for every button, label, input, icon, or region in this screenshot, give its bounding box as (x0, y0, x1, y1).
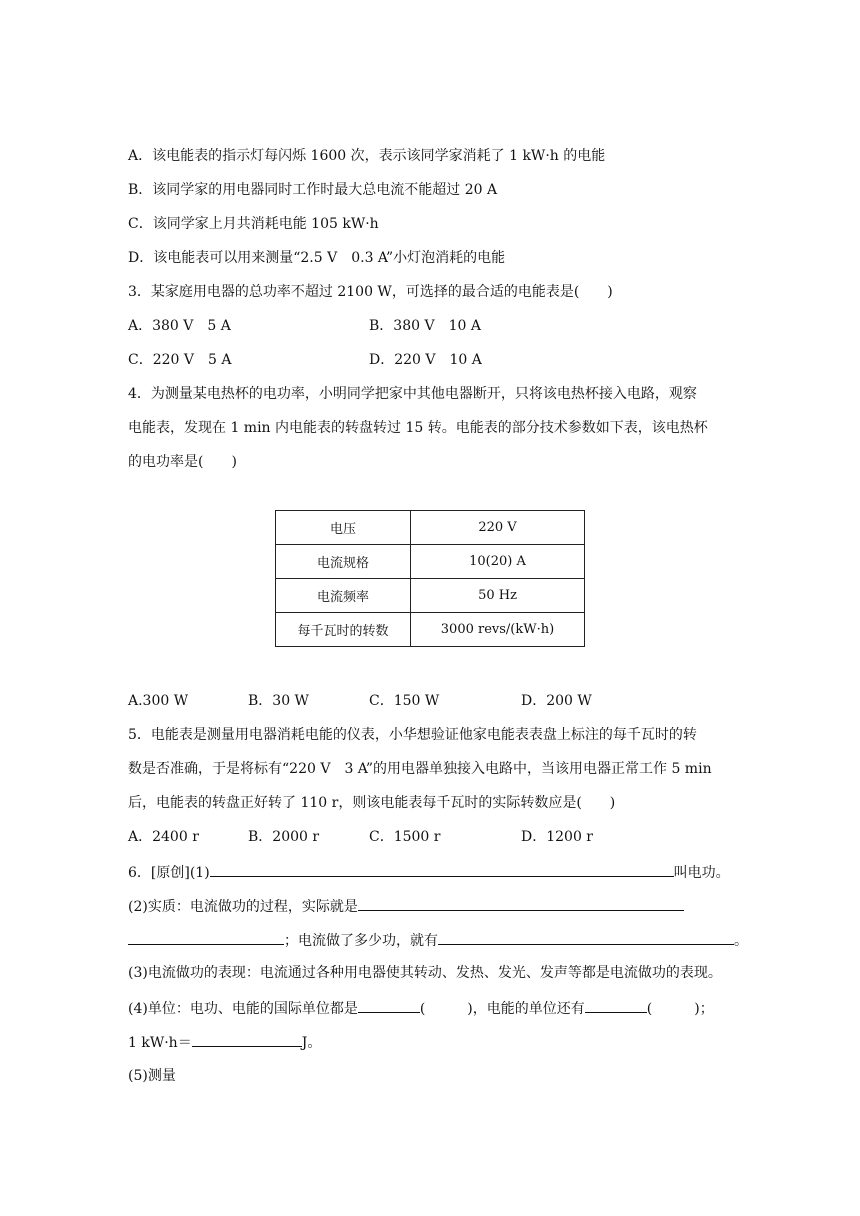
q6-line-5-b: ( )，电能的单位还有 (419, 1001, 585, 1017)
answer-blank-essence[interactable] (358, 896, 684, 911)
q4-stem-line-2: 电能表，发现在 1 min 内电能表的转盘转过 15 转。电能表的部分技术参数如下表，该电热杯 (128, 420, 708, 436)
q3-option-c: C．220 V 5 A (128, 352, 232, 368)
q6-line-5 (128, 998, 714, 1018)
table-row (276, 545, 585, 579)
q2-option-d: D．该电能表可以用来测量“2.5 V 0.3 A”小灯泡消耗的电能 (128, 250, 506, 266)
q6-line-1-suffix: 叫电功。 (673, 865, 730, 881)
param-label: 电流规格 (276, 545, 411, 579)
q3-stem: 3．某家庭用电器的总功率不超过 2100 W，可选择的最合适的电能表是( ) (128, 284, 613, 300)
q6-line-3 (128, 930, 748, 950)
answer-blank-si-unit[interactable] (358, 998, 420, 1013)
q4-stem-line-3: 的电功率是( ) (128, 454, 237, 470)
q5-stem-line-2: 数是否准确，于是将标有“220 V 3 A”的用电器单独接入电路中，当该用电器正常工作 5 min (128, 761, 712, 777)
table-row (276, 613, 585, 647)
q6-line-6 (128, 1032, 321, 1052)
q5-option-d: D．1200 r (521, 829, 593, 845)
q2-option-a: A．该电能表的指示灯每闪烁 1600 次，表示该同学家消耗了 1 kW·h 的电能 (128, 148, 606, 164)
q5-stem-line-3: 后，电能表的转盘正好转了 110 r，则该电能表每千瓦时的实际转数应是( ) (128, 795, 616, 811)
param-value: 50 Hz (411, 579, 585, 613)
answer-blank-energy[interactable] (438, 930, 734, 945)
q6-line-3-mid: ；电流做了多少功，就有 (284, 933, 438, 949)
param-label: 电压 (276, 511, 411, 545)
q3-option-a: A．380 V 5 A (128, 318, 231, 334)
q6-line-1 (128, 862, 730, 882)
q2-option-b: B．该同学家的用电器同时工作时最大总电流不能超过 20 A (128, 182, 498, 198)
q6-line-4: (3)电流做功的表现：电流通过各种用电器使其转动、发热、发光、发声等都是电流做功的表现。 (128, 965, 722, 981)
q6-line-5-c: ( )； (646, 1001, 714, 1017)
q5-option-c: C．1500 r (369, 829, 441, 845)
q6-line-2-prefix: (2)实质：电流做功的过程，实际就是 (128, 899, 358, 915)
param-label: 每千瓦时的转数 (276, 613, 411, 647)
q6-line-6-a: 1 kW·h＝ (128, 1035, 192, 1051)
q5-option-a: A．2400 r (128, 829, 199, 845)
param-value: 10(20) A (411, 545, 585, 579)
param-value: 3000 revs/(kW·h) (411, 613, 585, 647)
answer-blank-conversion[interactable] (192, 1032, 302, 1047)
table-row (276, 511, 585, 545)
param-value: 220 V (411, 511, 585, 545)
q3-option-b: B．380 V 10 A (369, 318, 481, 334)
q6-line-2 (128, 896, 684, 916)
q6-line-1-prefix: 6．[原创](1) (128, 865, 210, 881)
q6-line-3-end: 。 (734, 933, 748, 949)
meter-parameters-table (275, 510, 585, 647)
answer-blank-other-unit[interactable] (585, 998, 647, 1013)
answer-blank-definition[interactable] (210, 862, 674, 877)
q6-line-5-a: (4)单位：电功、电能的国际单位都是 (128, 1001, 358, 1017)
q4-option-a: A.300 W (128, 693, 189, 709)
q3-option-d: D．220 V 10 A (369, 352, 482, 368)
q6-line-6-b: J。 (301, 1035, 322, 1051)
table-row (276, 579, 585, 613)
q4-option-b: B．30 W (248, 693, 309, 709)
param-label: 电流频率 (276, 579, 411, 613)
q4-option-c: C．150 W (369, 693, 440, 709)
q5-stem-line-1: 5．电能表是测量用电器消耗电能的仪表，小华想验证他家电能表表盘上标注的每千瓦时的转 (128, 727, 697, 743)
q2-option-c: C．该同学家上月共消耗电能 105 kW·h (128, 216, 379, 232)
q5-option-b: B．2000 r (248, 829, 320, 845)
q4-stem-line-1: 4．为测量某电热杯的电功率，小明同学把家中其他电器断开，只将该电热杯接入电路，观察 (128, 386, 697, 402)
q6-line-7: (5)测量 (128, 1068, 176, 1084)
answer-blank-essence-cont[interactable] (128, 930, 284, 945)
q4-option-d: D．200 W (521, 693, 592, 709)
